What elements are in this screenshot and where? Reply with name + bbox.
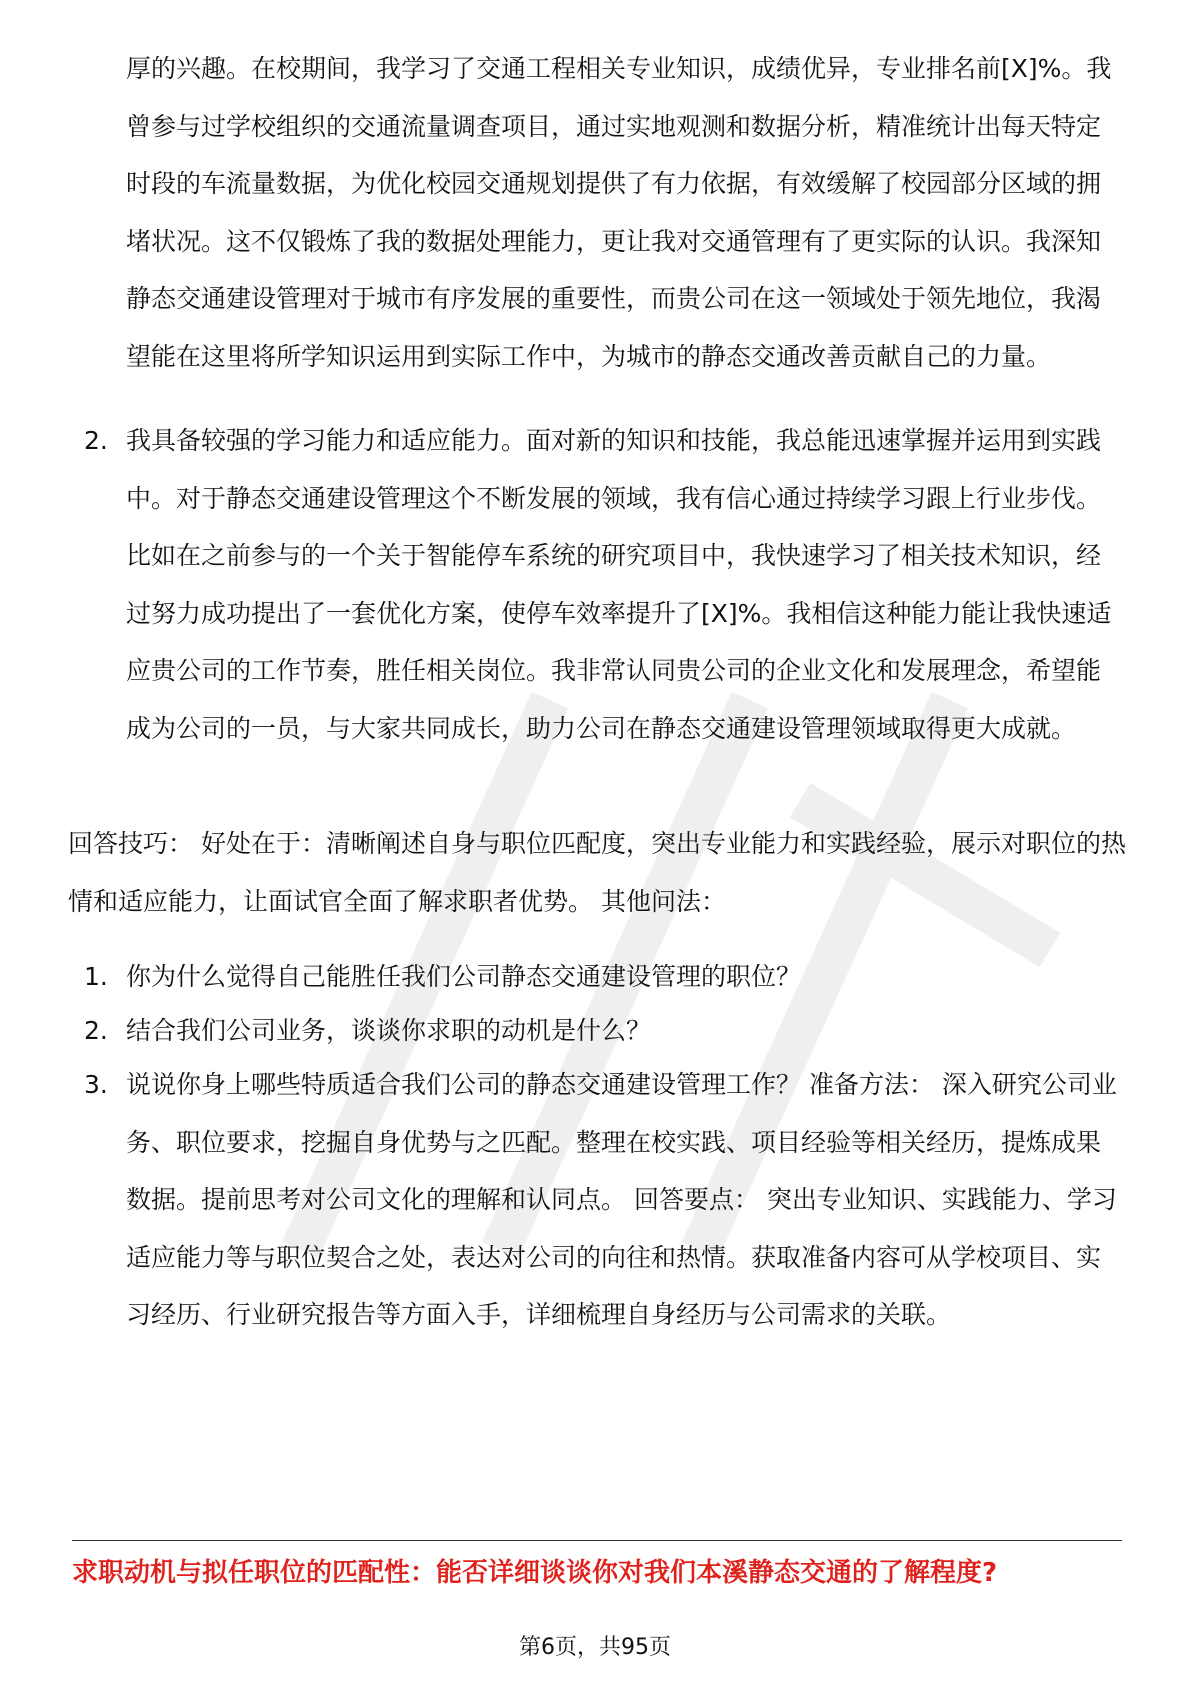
list-number: 3. [84,1070,108,1099]
list-item-text: 结合我们公司业务，谈谈你求职的动机是什么？ [126,1016,652,1045]
list-number: 1. [84,962,108,991]
list-number: 2. [84,1016,108,1045]
list-item-text: 说说你身上哪些特质适合我们公司的静态交通建设管理工作？ 准备方法： 深入研究公司业务、职位要求，挖掘自身优势与之匹配。整理在校实践、项目经验等相关经历，提炼成果数据。提前思考对公司文化的理解和认同点。 回答要点： 突出专业知识、实践能力、学习适应能力等与职位契合之处，表达对公司的向往和热情。获取准备内容可从学校项目、实习经历、行业研究报告等方面入手，详细梳理自身经历与公司需求的关联。 [126,1070,1117,1329]
next-question-heading: 求职动机与拟任职位的匹配性：能否详细谈谈你对我们本溪静态交通的了解程度? [72,1558,998,1588]
page-footer: 第6页，共95页 [519,1635,671,1660]
answer-tips: 回答技巧： 好处在于：清晰阐述自身与职位匹配度，突出专业能力和实践经验，展示对职位的热情和适应能力，让面试官全面了解求职者优势。 其他问法： [68,829,1126,916]
other-question-1 [84,948,1124,1006]
section-divider [72,1540,1122,1541]
list-item-text: 你为什么觉得自己能胜任我们公司静态交通建设管理的职位？ [126,962,802,991]
other-question-3 [84,1056,1124,1344]
answer-item-2 [84,412,1124,757]
list-number: 2. [84,426,108,455]
continued-answer-text: 厚的兴趣。在校期间，我学习了交通工程相关专业知识，成绩优异，专业排名前[X]%。我曾参与过学校组织的交通流量调查项目，通过实地观测和数据分析，精准统计出每天特定时段的车流量数据，为优化校园交通规划提供了有力依据，有效缓解了校园部分区域的拥堵状况。这不仅锻炼了我的数据处理能力，更让我对交通管理有了更实际的认识。我深知静态交通建设管理对于城市有序发展的重要性，而贵公司在这一领域处于领先地位，我渴望能在这里将所学知识运用到实际工作中，为城市的静态交通改善贡献自己的力量。 [126,54,1112,371]
other-question-2 [84,1002,1124,1060]
list-item-text: 我具备较强的学习能力和适应能力。面对新的知识和技能，我总能迅速掌握并运用到实践中。对于静态交通建设管理这个不断发展的领域，我有信心通过持续学习跟上行业步伐。比如在之前参与的一个关于智能停车系统的研究项目中，我快速学习了相关技术知识，经过努力成功提出了一套优化方案，使停车效率提升了[X]%。我相信这种能力能让我快速适应贵公司的工作节奏，胜任相关岗位。我非常认同贵公司的企业文化和发展理念，希望能成为公司的一员，与大家共同成长，助力公司在静态交通建设管理领域取得更大成就。 [126,426,1112,743]
